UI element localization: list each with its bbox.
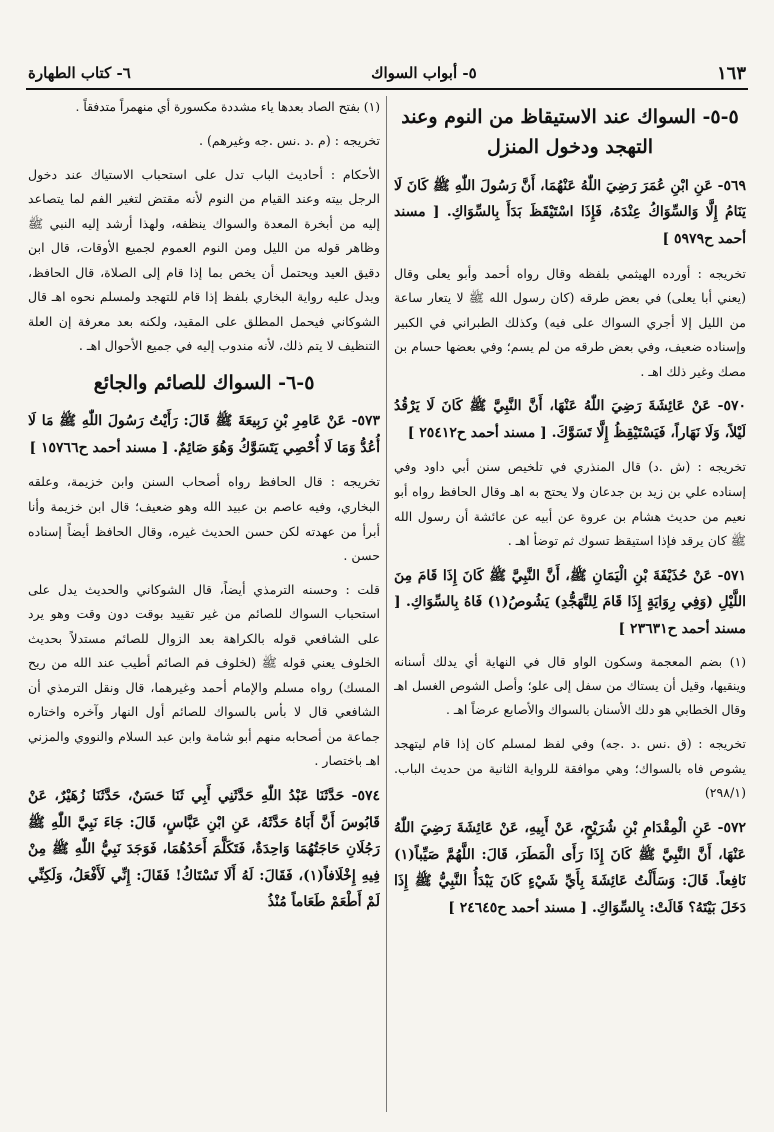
takhrij-573: تخريجه : قال الحافظ رواه أصحاب السنن وابن خزيمة، وعلقه البخاري، وفيه عاصم بن عبيد الله وهو ضعيف؛ قال ابن خزيمة وأنا أبرأ من عهدته لكن حسن الحديث غيره، وقال الحافظ أيضاً إسناده حسن .	[28, 474, 380, 564]
takhrij-569: تخريجه : أورده الهيثمي بلفظه وقال رواه أحمد وأبو يعلى وقال (يعني أبا يعلى) في بعض طرقه (كان رسول الله ﷺ لا يتعار ساعة من الليل إلا أجري السواك على فيه) وكذلك الطبراني في الكبير وإسناده ضعيف، وفي بعض طرقه من لم يسم؛ وفي بعضها حسام بن مصك وغير ذلك اهـ .	[394, 265, 746, 379]
hadith-572: ٥٧٢- عَنِ الْمِقْدَامِ بْنِ شُرَيْحٍ، عَنْ أَبِيهِ، عَنْ عَائِشَةَ رَضِيَ اللّٰهُ عَنْهَا، أَنَّ النَّبِيَّ ﷺ كَانَ إِذَا رَأَى الْمَطَرَ، قَالَ: اللَّهُمَّ صَيِّباً(١) نَافِعاً. قَالَ: وَسَأَلْتُ عَائِشَةَ بِأَيِّ شَيْءٍ كَانَ يَبْدَأُ النَّبِيُّ ﷺ إِذَا دَخَلَ بَيْتَهُ؟ قَالَتْ: بِالسِّوَاكِ. [ مسند أحمد ح٢٤٦٤٥ ]	[394, 820, 746, 916]
right-column	[394, 96, 746, 1112]
hadith-574: ٥٧٤- حَدَّثَنَا عَبْدُ اللّٰهِ حَدَّثَنِي أَبِي ثَنَا حَسَنٌ، حَدَّثَنَا زُهَيْرٌ، عَنْ قَابُوسَ أَنَّ أَبَاهُ حَدَّثَهُ، عَنِ ابْنِ عَبَّاسٍ، قَالَ: جَاءَ نَبِيَّ اللّٰهِ ﷺ رَجُلَانِ حَاجَتُهُمَا وَاحِدَةٌ، فَتَكَلَّمَ أَحَدُهُمَا، فَوَجَدَ نَبِيُّ اللّٰهِ ﷺ مِنْ فِيهِ إِخْلَافاً(١)، فَقَالَ: لَهُ أَلَا تَسْتَاكُ! فَقَالَ: إِنِّي لَأَفْعَلُ، وَلَكِنِّي لَمْ أَطْعَمْ طَعَاماً مُنْذُ	[28, 788, 380, 911]
footnote-571: (١) بضم المعجمة وسكون الواو قال في النهاية أي يدلك أسنانه وينقيها، وقيل أن يستاك من سفل إلى علو؛ وأصل الشوص الغسل اهـ وقال الخطابي هو دلك الأسنان بالسواك والأصابع عرضاً اهـ .	[394, 655, 746, 718]
running-header	[28, 60, 746, 86]
takhrij-571: تخريجه : (ق .نس .د .جه) وفي لفظ لمسلم كان إذا قام ليتهجد يشوص فاه بالسواك؛ وهي موافقة للرواية الثانية من حديث الباب. (٢٩٨/١)	[394, 736, 746, 801]
book-title: ٦- كتاب الطهارة	[28, 64, 131, 82]
header-rule	[26, 88, 748, 90]
takhrij-570: تخريجه : (ش .د) قال المنذري في تلخيص سنن أبي داود وفي إسناده علي بن زيد بن جدعان ولا يحتج به اهـ وقال الحافظ رواه أبو نعيم من حديث هشام بن عروة عن أبيه عن عائشة أن رسول الله ﷺ كان يرقد فإذا استيقظ تسوك ثم توضأ اهـ .	[394, 459, 746, 549]
column-separator	[386, 96, 387, 1112]
chapter-heading: ٥-٥- السواك عند الاستيقاظ من النوم وعند التهجد ودخول المنزل	[401, 106, 739, 159]
left-column	[28, 96, 380, 1112]
takhrij-572: تخريجه : (م .د .نس .جه وغيرهم) .	[198, 132, 380, 148]
hadith-569: ٥٦٩- عَنِ ابْنِ عُمَرَ رَضِيَ اللّٰهُ عَنْهُمَا، أَنَّ رَسُولَ اللّٰهِ ﷺ كَانَ لَا يَنَامُ إِلَّا وَالسِّوَاكُ عِنْدَهُ، فَإِذَا اسْتَيْقَظَ بَدَأَ بِالسِّوَاكِ. [ مسند أحمد ح٥٩٧٩ ]	[394, 177, 746, 247]
page-number: ١٦٣	[716, 62, 746, 84]
qult-paragraph: قلت : وحسنه الترمذي أيضاً، قال الشوكاني والحديث يدل على استحباب السواك للصائم من غير تقييد بوقت دون وقت وهو يرد على الشافعي قوله بالكراهة بعد الزوال للصائم مستدلاً بحديث الخلوف يعني قوله ﷺ (لخلوف فم الصائم أطيب عند الله من ريح المسك) رواه مسلم والإمام أحمد وغيرهما، قال ونقل الترمذي أن الشافعي قال لا بأس بالسواك للصائم أول النهار وآخره واختاره جماعة من أصحابه منهم أبو شامة وابن عبد السلام والنووي والمزني اهـ باختصار .	[28, 581, 380, 769]
hadith-570: ٥٧٠- عَنْ عَائِشَةَ رَضِيَ اللّٰهُ عَنْهَا، أَنَّ النَّبِيَّ ﷺ كَانَ لَا يَرْقُدُ لَيْلاً، وَلَا نَهَاراً، فَيَسْتَيْقِظُ إِلَّا تَسَوَّكَ. [ مسند أحمد ح٢٥٤١٢ ]	[394, 398, 746, 441]
ahkam-paragraph: الأحكام : أحاديث الباب تدل على استحباب الاستياك عند دخول الرجل بيته وعند القيام من النوم لأنه مقتض لتغير الفم لما يتصاعد إليه من أبخرة المعدة والسواك ينظفه، ولهذا أرشد إليه النبي ﷺ وظاهر قوله من الليل ومن النوم العموم لجميع الأوقات، قال ابن دقيق العيد ويحتمل أن يخص بما إذا قام إلى الصلاة، قال الحافظ، ويدل عليه رواية البخاري بلفظ إذا قام للتهجد ولمسلم نحوه اهـ قال الشوكاني فيحمل المطلق على المقيد، ولكنه بعد معرفة إن العلة التنظيف لا يتم ذلك، لأنه مندوب إليه في جميع الأحوال اهـ .	[28, 166, 380, 354]
hadith-573: ٥٧٣- عَنْ عَامِرِ بْنِ رَبِيعَةَ ﷺ قَالَ: رَأَيْتُ رَسُولَ اللّٰهِ ﷺ مَا لَا أُعُدُّ وَمَا لَا أُحْصِي يَتَسَوَّكُ وَهُوَ صَائِمٌ. [ مسند أحمد ح١٥٧٦٦ ]	[28, 413, 380, 456]
hadith-571: ٥٧١- عَنْ حُذَيْفَةَ بْنِ الْيَمَانِ ﷺ، أَنَّ النَّبِيَّ ﷺ كَانَ إِذَا قَامَ مِنَ اللَّيْلِ (وَفِي رِوَايَةٍ إِذَا قَامَ لِلتَّهَجُّدِ) يَشُوصُ(١) فَاهُ بِالسِّوَاكِ. [ مسند أحمد ح٢٣٦٣١ ]	[394, 567, 746, 637]
chapter-heading-2: ٥-٦- السواك للصائم والجائع	[93, 371, 315, 394]
footnote-572: (١) بفتح الصاد بعدها ياء مشددة مكسورة أي منهمراً متدفقاً .	[75, 100, 380, 114]
section-title: ٥- أبواب السواك	[371, 64, 477, 82]
